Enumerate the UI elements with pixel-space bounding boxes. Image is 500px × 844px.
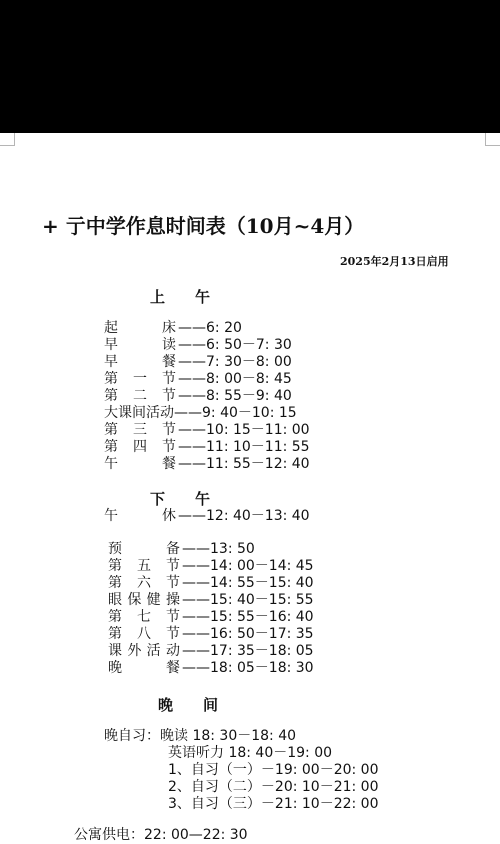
schedule-row bbox=[108, 558, 314, 575]
schedule-row bbox=[108, 575, 314, 592]
document-title bbox=[42, 210, 364, 239]
row-label: 大课间活动 bbox=[104, 405, 174, 421]
effective-date: 2025年2月13日启用 bbox=[340, 255, 449, 268]
row-label: 第六节 bbox=[108, 575, 180, 591]
schedule-row bbox=[104, 354, 292, 371]
row-label: 晚 餐 bbox=[108, 660, 180, 676]
schedule-row bbox=[104, 439, 310, 456]
evening-line: 晚自习：晚读 18: 30－18: 40 bbox=[104, 728, 297, 744]
morning-heading: 上 午 bbox=[150, 288, 211, 306]
schedule-row bbox=[108, 643, 314, 660]
evening-line: 英语听力 18: 40－19: 00 bbox=[168, 745, 333, 761]
row-time: ——11: 55－12: 40 bbox=[178, 456, 310, 472]
row-time: ——12: 40－13: 40 bbox=[178, 508, 310, 524]
row-label: 第四节 bbox=[104, 439, 176, 455]
row-label: 早 餐 bbox=[104, 354, 176, 370]
row-time: ——17: 35－18: 05 bbox=[182, 643, 314, 659]
schedule-row bbox=[108, 541, 255, 558]
row-time: ——15: 40－15: 55 bbox=[182, 592, 314, 608]
row-time: ——6: 50－7: 30 bbox=[178, 337, 292, 353]
row-time: ——7: 30－8: 00 bbox=[178, 354, 292, 370]
row-time: ——8: 00－8: 45 bbox=[178, 371, 292, 387]
row-label: 预 备 bbox=[108, 541, 180, 557]
row-label: 午 休 bbox=[104, 508, 176, 524]
schedule-row bbox=[104, 422, 310, 439]
row-label: 午 餐 bbox=[104, 456, 176, 472]
schedule-row bbox=[108, 592, 314, 609]
row-label: 第八节 bbox=[108, 626, 180, 642]
row-label: 第五节 bbox=[108, 558, 180, 574]
evening-line: 1、自习（一）－19: 00－20: 00 bbox=[168, 762, 379, 778]
row-time: ——10: 15－11: 00 bbox=[178, 422, 310, 438]
row-label: 第七节 bbox=[108, 609, 180, 625]
row-label: 第二节 bbox=[104, 388, 176, 404]
row-time: ——8: 55－9: 40 bbox=[178, 388, 292, 404]
row-time: ——15: 55－16: 40 bbox=[182, 609, 314, 625]
schedule-row bbox=[104, 405, 297, 422]
row-label: 第一节 bbox=[104, 371, 176, 387]
top-black-bar bbox=[0, 0, 500, 133]
schedule-row bbox=[104, 388, 292, 405]
evening-line: 2、自习（二）－20: 10－21: 00 bbox=[168, 779, 379, 795]
row-time: ——13: 50 bbox=[182, 541, 255, 557]
schedule-row bbox=[104, 456, 310, 473]
schedule-row bbox=[104, 371, 292, 388]
row-label: 早 读 bbox=[104, 337, 176, 353]
evening-last-line: 公寓供电：22: 00—22: 30 bbox=[74, 827, 248, 843]
row-label: 眼保健操 bbox=[108, 592, 180, 608]
title-text: 中学作息时间表（10月~4月） bbox=[85, 214, 365, 238]
row-time: ——6: 20 bbox=[178, 320, 242, 336]
title-prefix: + 亍 bbox=[42, 214, 86, 238]
row-time: ——9: 40－10: 15 bbox=[174, 405, 297, 421]
schedule-row bbox=[108, 609, 314, 626]
crop-mark-left bbox=[0, 133, 15, 146]
crop-mark-right bbox=[485, 133, 500, 146]
row-time: ——14: 00－14: 45 bbox=[182, 558, 314, 574]
row-label: 课外活动 bbox=[108, 643, 180, 659]
schedule-row bbox=[108, 626, 314, 643]
afternoon-heading: 下 午 bbox=[150, 490, 211, 508]
schedule-row bbox=[108, 660, 314, 677]
evening-heading: 晚 间 bbox=[158, 696, 219, 714]
row-label: 起 床 bbox=[104, 320, 176, 336]
schedule-row bbox=[104, 337, 292, 354]
evening-line: 3、自习（三）－21: 10－22: 00 bbox=[168, 796, 379, 812]
row-time: ——18: 05－18: 30 bbox=[182, 660, 314, 676]
row-time: ——16: 50－17: 35 bbox=[182, 626, 314, 642]
row-time: ——14: 55－15: 40 bbox=[182, 575, 314, 591]
schedule-row bbox=[104, 320, 242, 337]
schedule-row-nap bbox=[104, 508, 310, 525]
row-time: ——11: 10－11: 55 bbox=[178, 439, 310, 455]
row-label: 第三节 bbox=[104, 422, 176, 438]
